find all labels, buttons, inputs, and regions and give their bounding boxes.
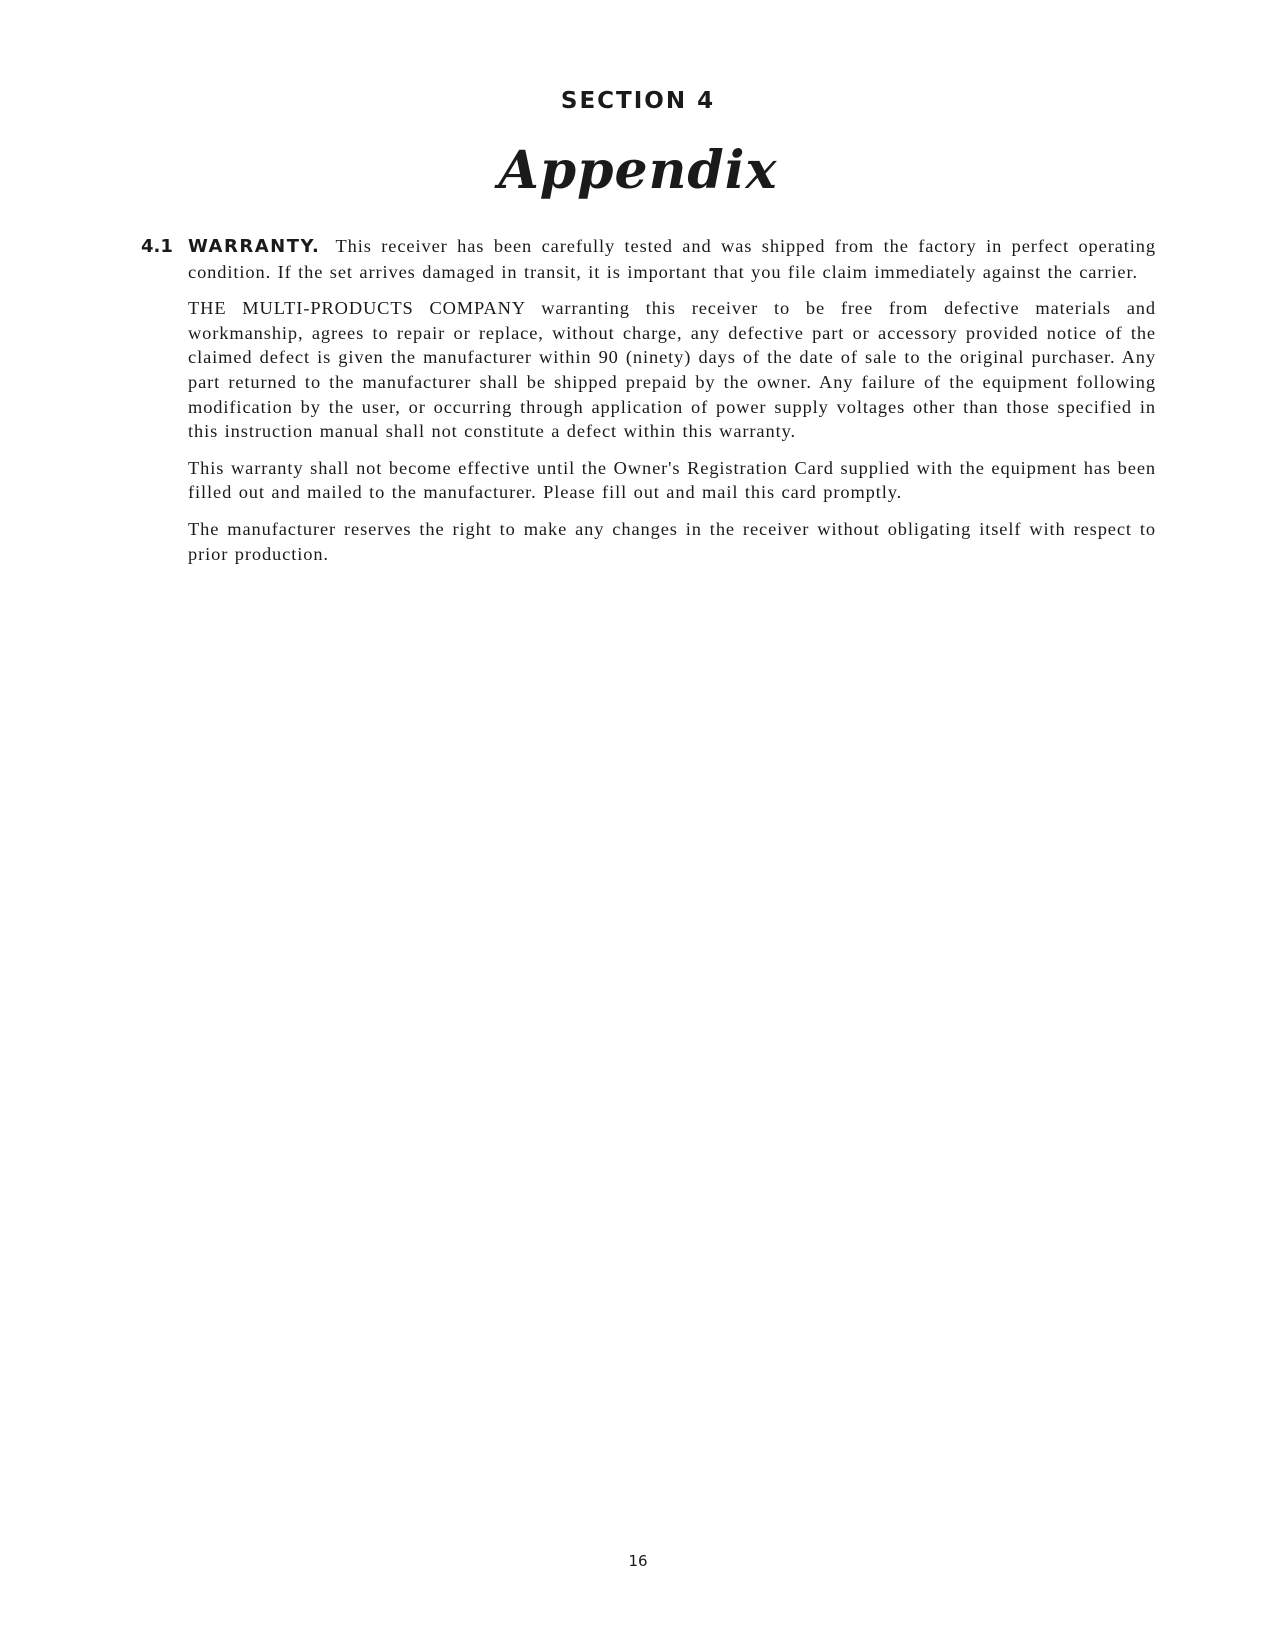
section-heading: SECTION 4	[560, 88, 716, 114]
warranty-paragraph-3: This warranty shall not become effective until the Owner's Registration Card supplied with the equipment has been filled out and mailed to the manufacturer. Please fill out and mail this card promptly.	[188, 457, 1156, 503]
warranty-paragraph-4: The manufacturer reserves the right to make any changes in the receiver without obligating itself with respect to prior production.	[188, 518, 1156, 564]
warranty-paragraph-1	[188, 234, 1156, 284]
clause-number: 4.1	[141, 236, 173, 257]
warranty-paragraph-2: THE MULTI-PRODUCTS COMPANY warranting this receiver to be free from defective materials and workmanship, agrees to repair or replace, without charge, any defective part or accessory provided notice of the claimed defect is given the manufacturer within 90 (ninety) days of the date of sale to the original purchaser. Any part returned to the manufacturer shall be shipped prepaid by the owner. Any failure of the equipment following modification by the user, or occurring through application of power supply voltages other than those specified in this instruction manual shall not constitute a defect within this warranty.	[188, 298, 1156, 442]
warranty-paragraph-1-text: This receiver has been carefully tested and was shipped from the factory in perfect operating condition. If the set arrives damaged in transit, it is important that you file claim immediately against the carrier.	[188, 236, 1156, 282]
clause-body	[188, 234, 1156, 578]
page-number: 16	[628, 1552, 648, 1570]
appendix-title: Appendix	[498, 140, 778, 201]
warranty-heading: WARRANTY.	[188, 236, 321, 257]
